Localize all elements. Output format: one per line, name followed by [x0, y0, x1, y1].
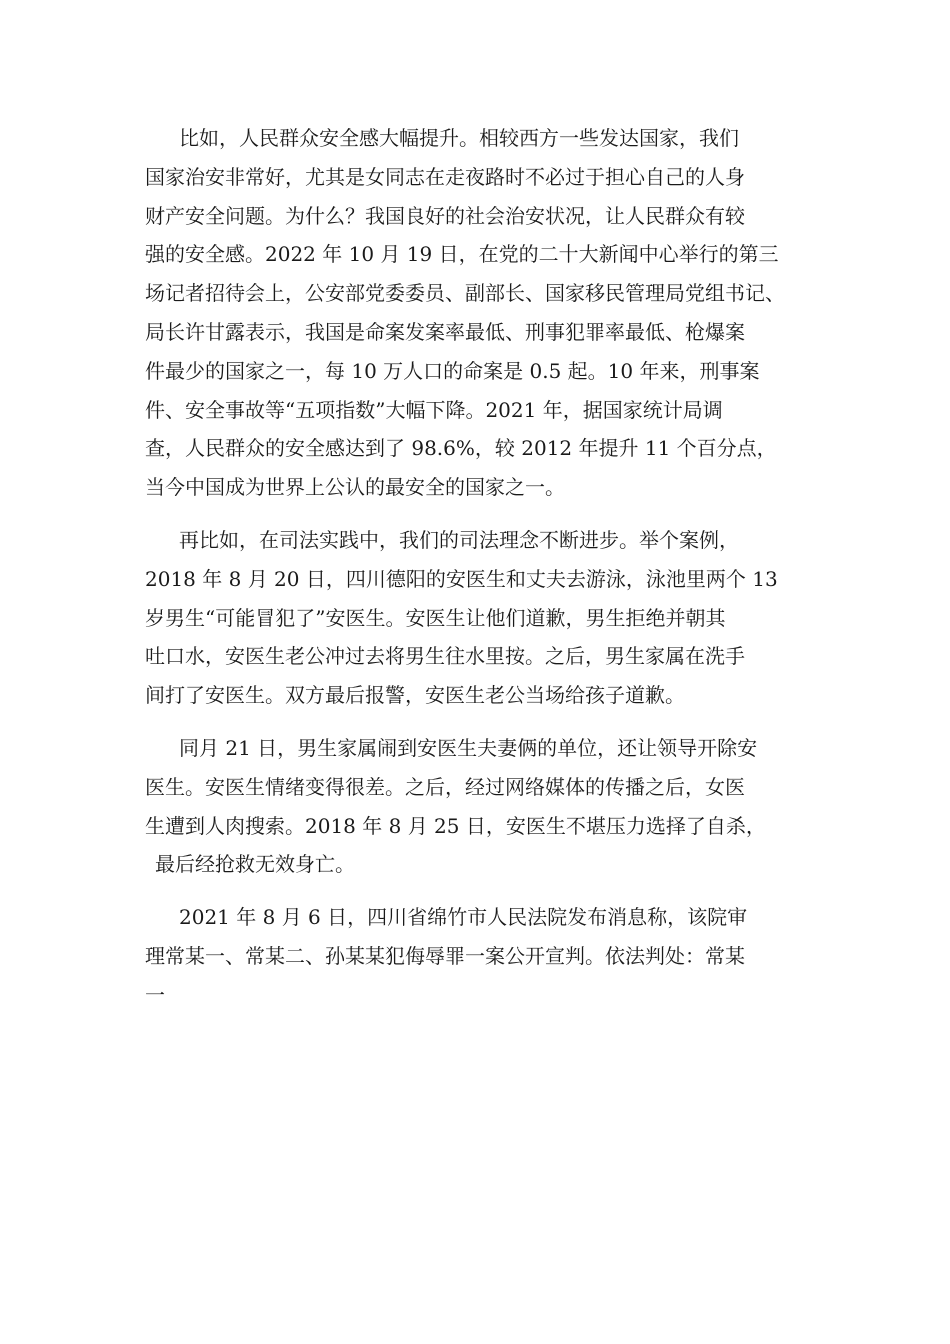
text-line: 一 [145, 982, 165, 1007]
text-line: 件最少的国家之一，每 10 万人口的命案是 0.5 起。10 年来，刑事案 [145, 358, 760, 383]
text-line: 比如，人民群众安全感大幅提升。相较西方一些发达国家，我们 [179, 126, 739, 150]
text-line: 2021 年 8 月 6 日，四川省绵竹市人民法院发布消息称，该院审 [179, 905, 748, 930]
text-line: 岁男生“可能冒犯了”安医生。安医生让他们道歉，男生拒绝并朝其 [145, 605, 726, 630]
paragraph-2 [145, 521, 825, 715]
text-line: 当今中国成为世界上公认的最安全的国家之一。 [145, 475, 565, 500]
text-line: 再比如，在司法实践中，我们的司法理念不断进步。举个案例， [179, 527, 739, 552]
text-line: 查，人民群众的安全感达到了 98.6%，较 2012 年提升 11 个百分点， [145, 436, 777, 461]
text-line: 吐口水，安医生老公冲过去将男生往水里按。之后，男生家属在洗手 [145, 644, 745, 669]
text-line: 2018 年 8 月 20 日，四川德阳的安医生和丈夫去游泳，泳池里两个 13 [145, 566, 778, 591]
paragraph-4 [145, 898, 825, 1014]
text-line: 场记者招待会上，公安部党委委员、副部长、国家移民管理局党组书记、 [145, 281, 785, 306]
text-line: 理常某一、常某二、孙某某犯侮辱罪一案公开宣判。依法判处：常某 [145, 943, 745, 968]
text-line: 间打了安医生。双方最后报警，安医生老公当场给孩子道歉。 [145, 683, 685, 708]
text-line: 财产安全问题。为什么？我国良好的社会治安状况，让人民群众有较 [145, 203, 745, 228]
text-line: 强的安全感。2022 年 10 月 19 日，在党的二十大新闻中心举行的第三 [145, 242, 779, 267]
text-line: 同月 21 日，男生家属闹到安医生夫妻俩的单位，还让领导开除安 [179, 735, 758, 760]
paragraph-3 [145, 729, 825, 884]
text-line: 最后经抢救无效身亡。 [155, 852, 355, 877]
text-line: 医生。安医生情绪变得很差。之后，经过网络媒体的传播之后，女医 [145, 774, 745, 799]
text-line: 件、安全事故等“五项指数”大幅下降。2021 年，据国家统计局调 [145, 397, 723, 422]
paragraph-1 [145, 119, 825, 507]
document-body [145, 119, 825, 1029]
text-line: 生遭到人肉搜索。2018 年 8 月 25 日，安医生不堪压力选择了自杀， [145, 813, 766, 838]
text-line: 局长许甘露表示，我国是命案发案率最低、刑事犯罪率最低、枪爆案 [145, 319, 745, 344]
text-line: 国家治安非常好，尤其是女同志在走夜路时不必过于担心自己的人身 [145, 164, 745, 189]
